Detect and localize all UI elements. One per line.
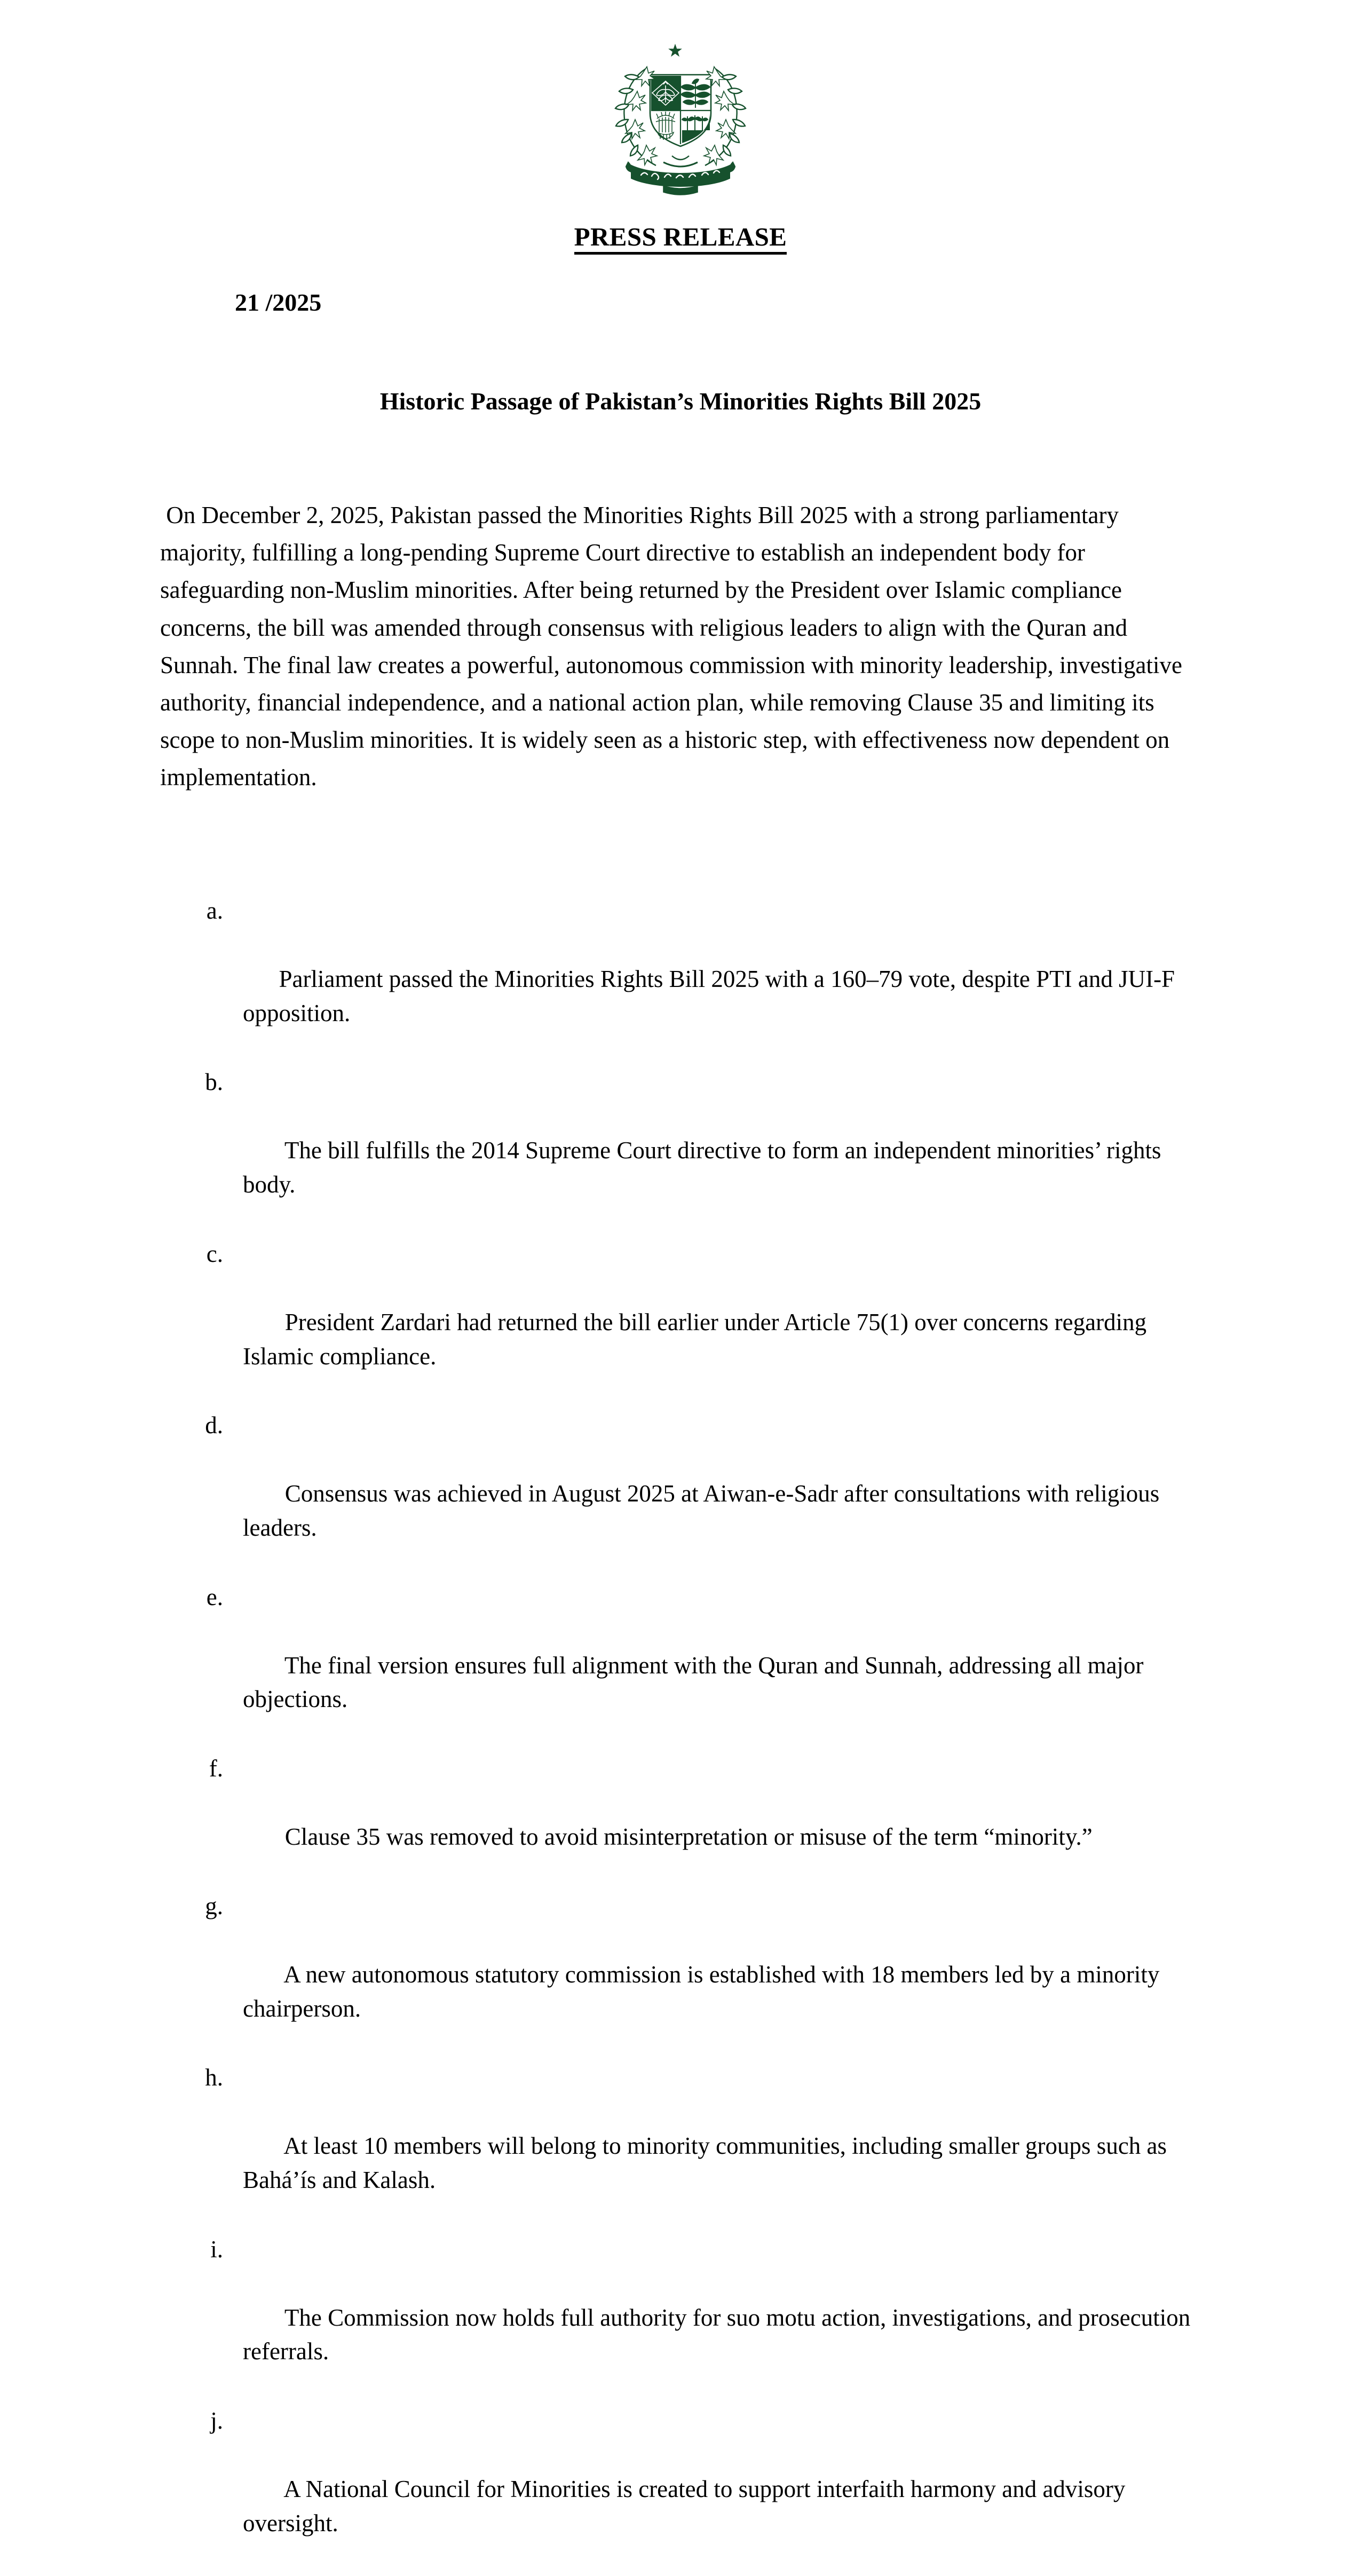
list-item-marker: e. [206, 1583, 223, 1610]
list-item-text: A new autonomous statutory commission is established with 18 members led by a minority chairperson. [243, 1961, 1166, 2022]
list-item-marker: a. [206, 897, 223, 924]
body-content [160, 496, 1196, 796]
list-item-text: The Commission now holds full authority for suo motu action, investigations, and prosecution referrals. [243, 2304, 1197, 2365]
list-item-marker: i. [210, 2235, 223, 2263]
press-release-label: PRESS RELEASE [574, 223, 787, 255]
list-item [160, 1890, 1206, 2060]
press-release-heading [0, 222, 1361, 255]
list-item-text: President Zardari had returned the bill earlier under Article 75(1) over concerns regarding Islamic compliance. [243, 1308, 1153, 1370]
list-item [160, 1752, 1206, 1888]
list-item-text: Consensus was achieved in August 2025 at Aiwan-e-Sadr after consultations with religious leaders. [243, 1480, 1166, 1542]
list-item-marker: j. [210, 2407, 223, 2435]
list-item-marker: c. [206, 1240, 223, 1267]
list-item-text: A National Council for Minorities is created to support interfaith harmony and advisory oversight. [243, 2475, 1131, 2537]
list-item-text: The final version ensures full alignment with the Quran and Sunnah, addressing all major objections. [243, 1652, 1150, 1713]
list-item-marker: f. [209, 1755, 223, 1782]
list-item-marker: d. [205, 1412, 223, 1439]
key-points-list [160, 894, 1206, 2576]
pakistan-state-emblem-icon [600, 28, 761, 188]
lead-paragraph: On December 2, 2025, Pakistan passed the Minorities Rights Bill 2025 with a strong parliamentary majority, fulfilling a long-pending Supreme Court directive to establish an independent body for safeguarding non-Muslim minorities. After being returned by the President over Islamic compliance concerns, the bill was amended through consensus with religious leaders to align with the Quran and Sunnah. The final law creates a powerful, autonomous commission with minority leadership, investigative authority, financial independence, and a national action plan, while removing Clause 35 and limiting its scope to non-Muslim minorities. It is widely seen as a historic step, with effectiveness now dependent on implementation. [160, 502, 1189, 791]
list-item [160, 1581, 1206, 1751]
crescent-and-star-icon [664, 37, 682, 69]
list-item-text: Clause 35 was removed to avoid misinterpretation or misuse of the term “minority.” [279, 1823, 1093, 1851]
list-item-text: The bill fulfills the 2014 Supreme Court directive to form an independent minorities’ rights body. [243, 1137, 1167, 1198]
list-item [160, 1237, 1206, 1408]
page-title: Historic Passage of Pakistan’s Minorities Rights Bill 2025 [379, 388, 982, 415]
list-item-marker: g. [205, 1892, 223, 1919]
list-item [160, 2233, 1206, 2403]
list-item-marker: b. [205, 1069, 223, 1096]
list-item-marker: h. [205, 2064, 223, 2091]
list-item [160, 2061, 1206, 2231]
list-item [160, 2404, 1206, 2574]
emblem-container [0, 28, 1361, 188]
list-item-text: Parliament passed the Minorities Rights Bill 2025 with a 160–79 vote, despite PTI and JUI-F opposition. [243, 965, 1181, 1026]
list-item [160, 894, 1206, 1064]
release-number: 21 /2025 [235, 289, 322, 316]
list-item [160, 1409, 1206, 1579]
list-item-text: At least 10 members will belong to minority communities, including smaller groups such as Bahá’ís and Kalash. [243, 2132, 1173, 2193]
list-item [160, 1065, 1206, 1236]
